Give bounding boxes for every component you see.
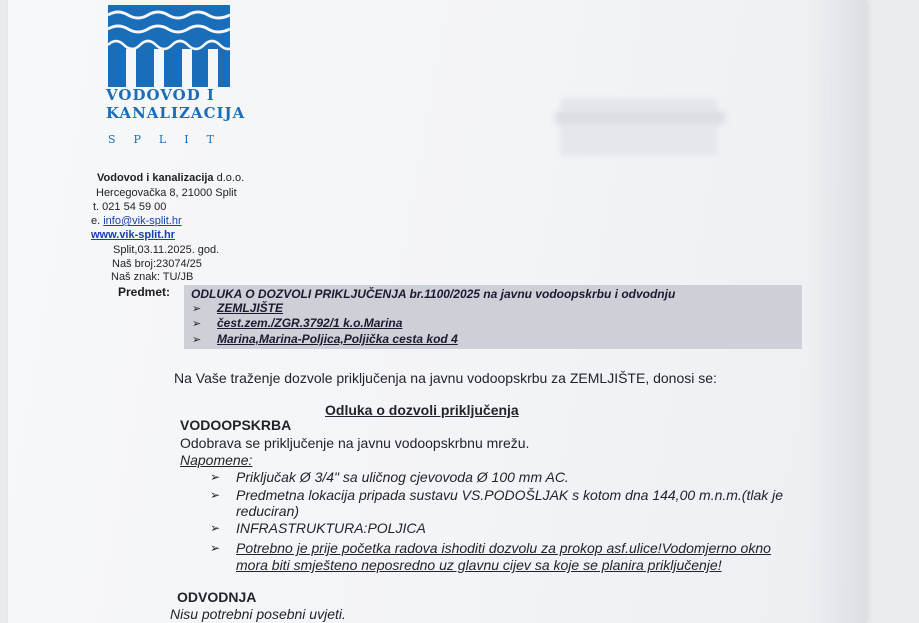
bullet-arrow-icon: ➢ <box>192 303 202 315</box>
note-item-continued: mora biti smješteno neposredno uz glavnu cijev sa koje se planira priključenje! <box>236 557 722 573</box>
email-prefix: e. <box>91 215 104 227</box>
note-item: Potrebno je prije početka radova ishoditi dozvolu za prokop asf.ulice!Vodomjerno okno <box>236 540 771 556</box>
note-item-continued: reduciran) <box>236 503 300 519</box>
redacted-recipient <box>560 98 718 156</box>
company-name: Vodovod i kanalizacija <box>97 172 214 184</box>
subject-title: ODLUKA O DOZVOLI PRIKLJUČENJA br.1100/2025 na javnu vodoopskrbu i odvodnju <box>191 287 676 301</box>
decision-title: Odluka o dozvoli priključenja <box>325 402 519 418</box>
bullet-arrow-icon: ➢ <box>210 470 221 484</box>
company-logo <box>108 5 230 87</box>
sewer-text: Nisu potrebni posebni uvjeti. <box>170 606 346 622</box>
subject-item: Marina,Marina-Poljica,Poljička cesta kod 4 <box>217 332 458 346</box>
bullet-arrow-icon: ➢ <box>210 521 221 535</box>
paper-edge-shadow <box>806 0 866 623</box>
our-number: Naš broj:23074/25 <box>112 258 202 270</box>
sender-company <box>97 172 244 184</box>
subject-item: čest.zem./ZGR.3792/1 k.o.Marina <box>217 316 403 330</box>
notes-label: Napomene: <box>180 452 253 468</box>
redacted-recipient-line <box>555 112 725 124</box>
sender-address: Hercegovačka 8, 21000 Split <box>96 187 237 199</box>
waves-logo-icon <box>108 5 230 87</box>
bullet-arrow-icon: ➢ <box>210 541 221 555</box>
our-mark: Naš znak: TU/JB <box>111 271 194 283</box>
sewer-heading: ODVODNJA <box>177 589 257 605</box>
bullet-arrow-icon: ➢ <box>192 318 202 330</box>
company-suffix: d.o.o. <box>213 172 245 184</box>
intro-text: Na Vaše traženje dozvole priključenja na javnu vodoopskrbu za ZEMLJIŠTE, donosi se: <box>174 370 717 386</box>
note-item: Predmetna lokacija pripada sustavu VS.PODOŠLJAK s kotom dna 144,00 m.n.m.(tlak je <box>236 487 784 503</box>
subject-item: ZEMLJIŠTE <box>217 301 284 315</box>
bullet-arrow-icon: ➢ <box>210 488 221 502</box>
water-approval: Odobrava se priključenje na javnu vodoopskrbnu mrežu. <box>180 435 530 451</box>
email-link[interactable]: info@vik-split.hr <box>103 215 182 227</box>
logo-line-3: SPLIT <box>108 133 232 146</box>
water-heading: VODOOPSKRBA <box>180 417 292 433</box>
sender-phone: t. 021 54 59 00 <box>93 201 167 213</box>
letter-date: Split,03.11.2025. god. <box>113 244 220 256</box>
logo-line-2: KANALIZACIJA <box>106 104 246 122</box>
note-item: Priključak Ø 3/4" sa uličnog cjevovoda Ø 100 mm AC. <box>236 469 569 485</box>
subject-label: Predmet: <box>118 285 171 299</box>
note-item: INFRASTRUKTURA:POLJICA <box>236 520 426 536</box>
logo-line-1: VODOVOD I <box>106 86 215 104</box>
web-link[interactable]: www.vik-split.hr <box>91 229 175 241</box>
bullet-arrow-icon: ➢ <box>192 334 202 346</box>
sender-email-line <box>91 215 182 227</box>
